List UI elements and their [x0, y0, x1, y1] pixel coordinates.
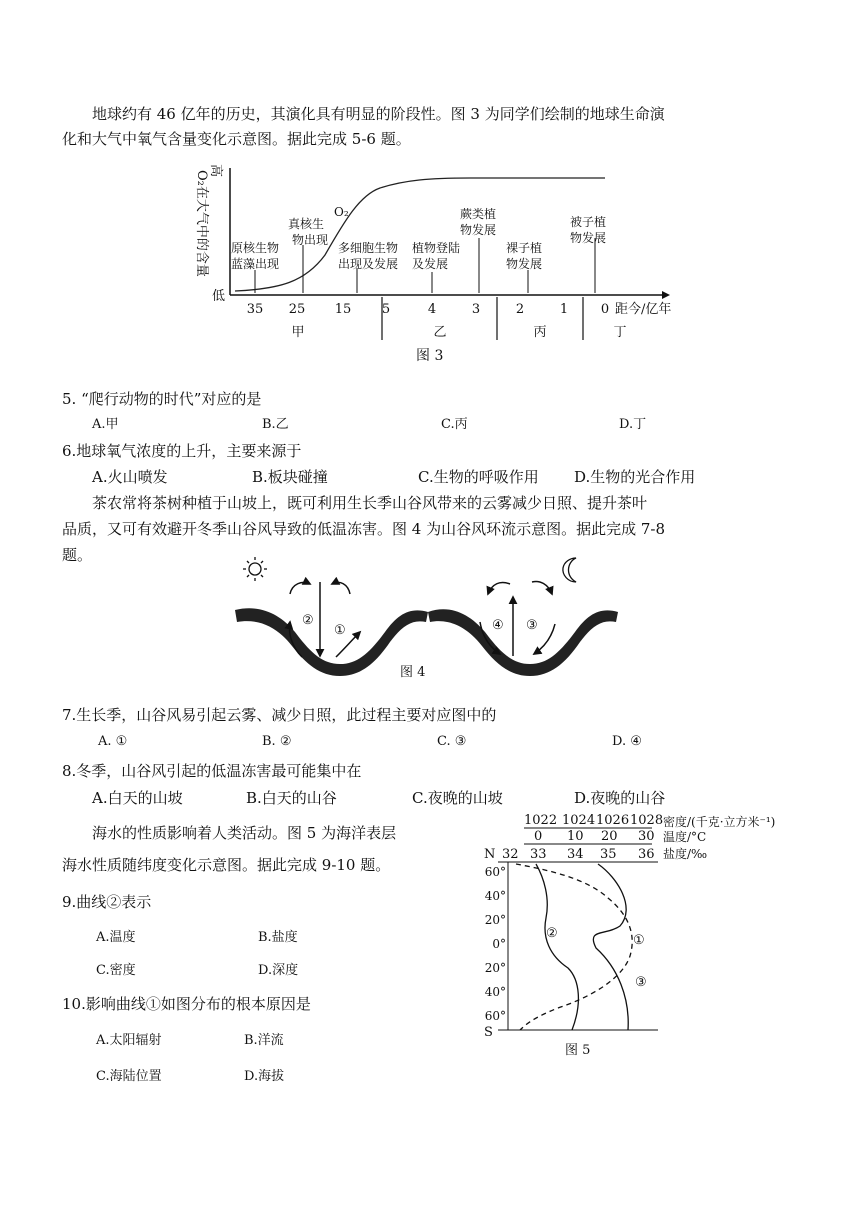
fig3-tick-25: 25 — [288, 302, 306, 317]
fig5-density-1024: 1024 — [562, 813, 596, 828]
fig3-caption: 图 3 — [416, 348, 444, 364]
q5-option-b[interactable]: B.乙 — [262, 417, 289, 432]
q7-option-a[interactable]: A. ① — [98, 734, 128, 749]
q6-option-b[interactable]: B.板块碰撞 — [252, 468, 328, 486]
fig5-lat-60n: 60° — [484, 865, 506, 879]
fig3-event-5a: 蕨类植 — [460, 207, 497, 221]
fig5-density-1026: 1026 — [596, 813, 630, 828]
q10-option-c[interactable]: C.海陆位置 — [96, 1069, 162, 1084]
fig3-event-5b: 物发展 — [460, 223, 497, 237]
fig5-temp-0: 0 — [534, 829, 543, 844]
q8-stem: 8.冬季，山谷风引起的低温冻害最可能集中在 — [62, 762, 362, 780]
fig5-density-label: 密度/(千克·立方米⁻¹) — [663, 815, 776, 829]
q6-option-c[interactable]: C.生物的呼吸作用 — [418, 468, 539, 486]
fig3-tick-35: 35 — [246, 302, 264, 317]
q8-option-d[interactable]: D.夜晚的山谷 — [574, 789, 666, 807]
q10-option-d[interactable]: D.海拔 — [244, 1069, 285, 1084]
fig5-lat-60s: 60° — [484, 1009, 506, 1023]
fig3-y-low: 低 — [212, 289, 226, 304]
intro1-line2: 化和大气中氧气含量变化示意图。据此完成 5-6 题。 — [62, 130, 411, 148]
q9-option-a[interactable]: A.温度 — [96, 930, 136, 945]
q8-option-a[interactable]: A.白天的山坡 — [92, 789, 183, 807]
fig5-curve-1 — [516, 864, 632, 1030]
fig5-label-3: ③ — [635, 975, 647, 990]
fig3-event-4a: 植物登陆 — [412, 241, 461, 255]
fig5-density-1022: 1022 — [524, 813, 558, 828]
fig4-label-1: ① — [334, 623, 346, 638]
fig5-caption: 图 5 — [565, 1043, 591, 1058]
fig3-era-jia: 甲 — [291, 325, 305, 340]
fig3-tick-2: 2 — [515, 302, 525, 317]
q9-option-d[interactable]: D.深度 — [258, 963, 299, 978]
fig3-event-1a: 原核生物 — [231, 241, 280, 255]
q10-stem: 10.影响曲线①如图分布的根本原因是 — [62, 995, 311, 1013]
fig3-event-4b: 及发展 — [412, 257, 449, 271]
figure-4 — [230, 552, 630, 687]
fig5-salinity-label: 盐度/‰ — [663, 847, 708, 861]
q9-option-c[interactable]: C.密度 — [96, 963, 136, 978]
fig4-label-4: ④ — [492, 618, 504, 633]
q7-stem: 7.生长季，山谷风易引起云雾、减少日照，此过程主要对应图中的 — [62, 706, 497, 724]
q8-option-b[interactable]: B.白天的山谷 — [246, 789, 337, 807]
fig3-event-2a: 真核生 — [288, 217, 325, 231]
fig3-era-yi: 乙 — [433, 325, 447, 340]
intro3-line2: 海水性质随纬度变化示意图。据此完成 9-10 题。 — [62, 856, 391, 874]
fig3-event-6b: 物发展 — [506, 257, 543, 271]
fig5-curve-2 — [536, 864, 578, 1030]
fig5-s: S — [484, 1025, 493, 1040]
q9-stem: 9.曲线②表示 — [62, 893, 152, 911]
fig3-tick-1: 1 — [559, 302, 569, 317]
fig5-lat-40n: 40° — [484, 889, 506, 903]
q9-option-b[interactable]: B.盐度 — [258, 930, 298, 945]
q8-option-c[interactable]: C.夜晚的山坡 — [412, 789, 503, 807]
fig3-tick-5: 5 — [381, 302, 391, 317]
q7-option-d[interactable]: D. ④ — [612, 734, 642, 749]
q10-option-a[interactable]: A.太阳辐射 — [96, 1033, 162, 1048]
fig5-temp-10: 10 — [567, 829, 584, 844]
fig5-density-1028: 1028 — [630, 813, 664, 828]
fig5-sal-35: 35 — [600, 847, 617, 862]
fig5-curve-3 — [593, 864, 628, 1030]
moon-icon — [563, 558, 576, 582]
fig3-event-6a: 裸子植 — [506, 241, 543, 255]
fig5-n: N — [484, 847, 496, 862]
fig5-label-2: ② — [546, 926, 558, 941]
fig5-lat-40s: 40° — [484, 985, 506, 999]
fig3-x-unit: 距今/亿年 — [615, 302, 672, 317]
fig5-sal-33: 33 — [530, 847, 547, 862]
fig3-tick-0: 0 — [600, 302, 610, 317]
fig3-event-7b: 物发展 — [570, 231, 607, 245]
q6-option-d[interactable]: D.生物的光合作用 — [574, 468, 696, 486]
fig3-era-ding: 丁 — [613, 325, 627, 340]
intro2-line1: 茶农常将茶树种植于山坡上，既可利用生长季山谷风带来的云雾减少日照、提升茶叶 — [92, 494, 648, 512]
q7-option-c[interactable]: C. ③ — [437, 734, 467, 749]
q5-stem: 5. “爬行动物的时代”对应的是 — [62, 390, 262, 408]
fig5-sal-36: 36 — [638, 847, 655, 862]
q10-option-b[interactable]: B.洋流 — [244, 1033, 284, 1048]
fig5-sal-34: 34 — [567, 847, 584, 862]
fig3-event-7a: 被子植 — [570, 215, 607, 229]
fig5-lat-0: 0° — [492, 937, 506, 951]
intro3-line1: 海水的性质影响着人类活动。图 5 为海洋表层 — [92, 824, 397, 842]
q7-option-b[interactable]: B. ② — [262, 734, 292, 749]
q6-stem: 6.地球氧气浓度的上升，主要来源于 — [62, 442, 302, 460]
fig3-tick-3: 3 — [471, 302, 481, 317]
q5-option-d[interactable]: D.丁 — [619, 417, 647, 432]
intro2-line3: 题。 — [62, 546, 93, 564]
fig5-label-1: ① — [633, 933, 645, 948]
intro1-line1: 地球约有 46 亿年的历史，其演化具有明显的阶段性。图 3 为同学们绘制的地球生命演 — [92, 105, 665, 123]
fig3-curve-label: O₂ — [334, 205, 349, 219]
fig3-y-high: 高 — [208, 164, 223, 178]
fig3-event-3a: 多细胞生物 — [338, 241, 399, 255]
fig5-temp-30: 30 — [638, 829, 655, 844]
fig3-tick-15: 15 — [334, 302, 352, 317]
fig3-tick-4: 4 — [427, 302, 437, 317]
figure-3 — [190, 160, 690, 370]
intro2-line2: 品质，又可有效避开冬季山谷风导致的低温冻害。图 4 为山谷风环流示意图。据此完成 7-8 — [62, 520, 666, 538]
fig3-event-3b: 出现及发展 — [338, 257, 399, 271]
fig4-label-2: ② — [302, 613, 314, 628]
q5-option-a[interactable]: A.甲 — [92, 417, 119, 432]
fig3-y-label: O₂在大气中的含量 — [194, 170, 209, 277]
fig4-label-3: ③ — [526, 618, 538, 633]
fig4-caption: 图 4 — [400, 665, 426, 680]
fig5-temp-20: 20 — [601, 829, 618, 844]
q6-option-a[interactable]: A.火山喷发 — [92, 468, 168, 486]
fig5-temp-label: 温度/°C — [663, 830, 707, 844]
fig3-event-1b: 蓝藻出现 — [231, 257, 280, 271]
fig5-lat-20s: 20° — [484, 961, 506, 975]
sun-icon — [243, 557, 267, 581]
fig5-sal-32: 32 — [502, 847, 519, 862]
fig3-era-bing: 丙 — [533, 325, 547, 340]
fig3-event-2b: 物出现 — [292, 233, 329, 247]
valley-night — [428, 609, 618, 676]
figure-5 — [468, 808, 828, 1063]
q5-option-c[interactable]: C.丙 — [441, 417, 468, 432]
fig5-lat-20n: 20° — [484, 913, 506, 927]
